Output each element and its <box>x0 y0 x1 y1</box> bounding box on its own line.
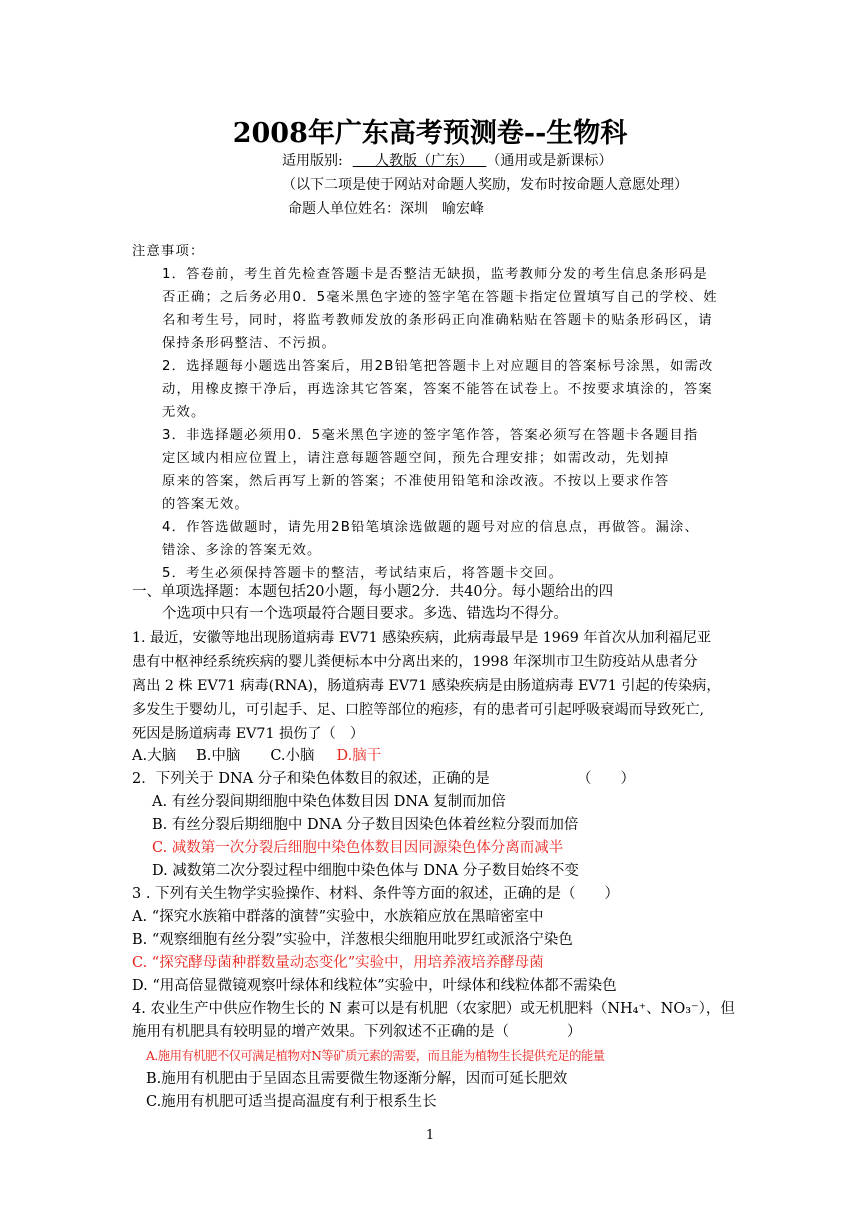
q2-option-a: A. 有丝分裂间期细胞中染色体数目因 DNA 复制而加倍 <box>152 794 506 810</box>
notice-line: 5．考生必须保持答题卡的整洁，考试结束后，将答题卡交回。 <box>162 566 564 581</box>
notice-line: 1．答卷前，考生首先检查答题卡是否整洁无缺损，监考教师分发的考生信息条形码是 <box>162 267 709 282</box>
q1-option-d-answer: D.脑干 <box>336 748 382 764</box>
notice-line: 2．选择题每小题选出答案后，用2B铅笔把答题卡上对应题目的答案标号涂黑，如需改 <box>162 359 714 374</box>
edition-prefix: 适用版别: <box>282 153 343 169</box>
edition-line <box>282 151 612 171</box>
q1-stem-line: 离出 2 株 EV71 病毒(RNA)，肠道病毒 EV71 感染疾病是由肠道病毒 EV71 引起的传染病， <box>132 678 721 694</box>
q1-option-c: C.小脑 <box>270 748 315 764</box>
notice-line: 名和考生号，同时，将监考教师发放的条形码正向准确粘贴在答题卡的贴条形码区，请 <box>162 313 713 328</box>
notice-line: 4．作答选做题时，请先用2B铅笔填涂选做题的题号对应的信息点，再做答。漏涂、 <box>162 520 700 535</box>
edition-suffix: （通用或是新课标） <box>486 153 613 169</box>
q3-option-b: B. “观察细胞有丝分裂”实验中，洋葱根尖细胞用吡罗红或派洛宁染色 <box>132 932 573 948</box>
q4-option-b: B.施用有机肥由于呈固态且需要微生物逐渐分解，因而可延长肥效 <box>146 1071 568 1087</box>
q1-option-b: B.中脑 <box>196 748 241 764</box>
q4-option-c: C.施用有机肥可适当提高温度有利于根系生长 <box>146 1094 437 1110</box>
notice-line: 无效。 <box>162 405 206 420</box>
notice-line: 错涂、多涂的答案无效。 <box>162 543 322 558</box>
notice-line: 原来的答案，然后再写上新的答案；不准使用铅笔和涂改液。不按以上要求作答 <box>162 474 670 489</box>
page-title: 2008年广东高考预测卷--生物科 <box>232 118 628 149</box>
q1-option-a: A.大脑 <box>132 748 177 764</box>
q1-stem-line: 1. 最近，安徽等地出现肠道病毒 EV71 感染疾病，此病毒最早是 1969 年首次从加利福尼亚 <box>132 630 712 646</box>
q4-stem-line: 施用有机肥具有较明显的增产效果。下列叙述不正确的是（ ） <box>132 1024 582 1040</box>
section-heading-cont: 个选项中只有一个选项最符合题目要求。多选、错选均不得分。 <box>162 606 568 622</box>
q2-option-d: D. 减数第二次分裂过程中细胞中染色体与 DNA 分子数目始终不变 <box>152 863 579 879</box>
q1-options <box>132 746 381 766</box>
q2-stem: 2．下列关于 DNA 分子和染色体数目的叙述，正确的是 <box>132 771 490 787</box>
q3-option-d: D. “用高倍显微镜观察叶绿体和线粒体”实验中，叶绿体和线粒体都不需染色 <box>132 978 617 994</box>
q3-stem: 3 . 下列有关生物学实验操作、材料、条件等方面的叙述，正确的是（ ） <box>132 886 620 902</box>
q2-answer-paren: （ ） <box>577 771 635 787</box>
section-heading: 一、单项选择题：本题包括20小题，每小题2分．共40分。每小题给出的四 <box>132 584 614 600</box>
edition-value: 人教版（广东） <box>374 153 473 169</box>
header-note: （以下二项是使于网站对命题人奖励，发布时按命题人意愿处理） <box>282 177 688 193</box>
q1-stem-line: 多发生于婴幼儿，可引起手、足、口腔等部位的疱疹，有的患者可引起呼吸衰竭而导致死亡, <box>132 702 705 718</box>
notice-line: 3．非选择题必须用0．5毫米黑色字迹的签字笔作答，答案必须写在答题卡各题目指 <box>162 428 699 443</box>
notice-line: 否正确；之后务必用0．5毫米黑色字迹的签字笔在答题卡指定位置填写自己的学校、姓 <box>162 290 718 305</box>
notice-line: 的答案无效。 <box>162 497 249 512</box>
q2-option-b: B. 有丝分裂后期细胞中 DNA 分子数目因染色体着丝粒分裂而加倍 <box>152 817 579 833</box>
q4-option-a-answer: A.施用有机肥不仅可满足植物对N等矿质元素的需要，而且能为植物生长提供充足的能量 <box>146 1049 605 1063</box>
q4-stem-line: 4. 农业生产中供应作物生长的 N 素可以是有机肥（农家肥）或无机肥料（NH₄⁺、NO₃⁻），但 <box>132 1001 735 1017</box>
notice-line: 保持条形码整洁、不污损。 <box>162 336 336 351</box>
author-line: 命题人单位姓名：深圳 喻宏峰 <box>288 201 484 217</box>
notice-line: 动，用橡皮擦干净后，再选涂其它答案，答案不能答在试卷上。不按要求填涂的，答案 <box>162 382 713 397</box>
notice-line: 定区域内相应位置上，请注意每题答题空间，预先合理安排；如需改动，先划掉 <box>162 451 670 466</box>
q1-stem-line: 死因是肠道病毒 EV71 损伤了（ ） <box>132 726 365 742</box>
q1-stem-line: 患有中枢神经系统疾病的婴儿粪便标本中分离出来的，1998 年深圳市卫生防疫站从患者分 <box>132 654 698 670</box>
q3-option-c-answer: C. “探究酵母菌种群数量动态变化”实验中，用培养液培养酵母菌 <box>132 955 544 971</box>
notice-heading: 注意事项： <box>132 244 205 259</box>
page-number: 1 <box>425 1128 435 1143</box>
q3-option-a: A. “探究水族箱中群落的演替”实验中，水族箱应放在黑暗密室中 <box>132 909 544 925</box>
q2-option-c-answer: C. 减数第一次分裂后细胞中染色体数目因同源染色体分离而减半 <box>152 840 564 856</box>
